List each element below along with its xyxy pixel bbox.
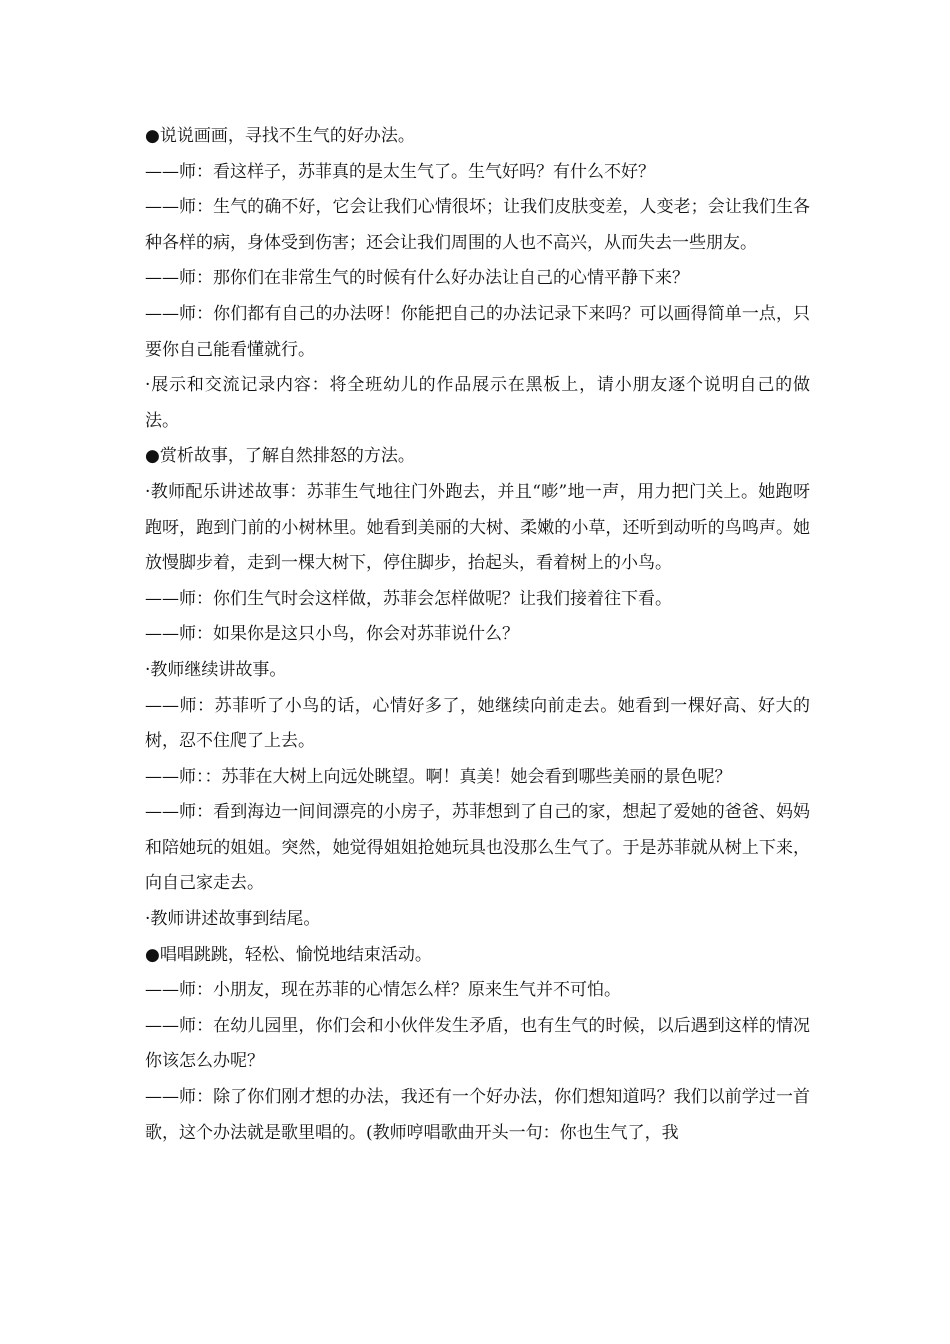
teacher-line: ——师：苏菲听了小鸟的话，心情好多了，她继续向前走去。她看到一棵好高、好大的树，忍不住爬了上去。: [145, 695, 810, 752]
teacher-line: ——师：小朋友，现在苏菲的心情怎么样？原来生气并不可怕。: [145, 980, 621, 1001]
teacher-line: ——师：：苏菲在大树上向远处眺望。啊！真美！她会看到哪些美丽的景色呢？: [145, 766, 732, 787]
section-heading-sing-and-dance: ●唱唱跳跳，轻松、愉悦地结束活动。: [145, 944, 432, 965]
teacher-line: ——师：在幼儿园里，你们会和小伙伴发生矛盾，也有生气的时候，以后遇到这样的情况你该怎么办呢？: [145, 1015, 810, 1072]
section-heading-story: ●赏析故事，了解自然排怒的方法。: [145, 446, 415, 467]
teacher-line: ——师：除了你们刚才想的办法，我还有一个好办法，你们想知道吗？我们以前学过一首歌，这个办法就是歌里唱的。(教师哼唱歌曲开头一句：你也生气了，我: [145, 1087, 810, 1143]
teacher-line: ——师：看到海边一间间漂亮的小房子，苏菲想到了自己的家，想起了爱她的爸爸、妈妈和陪她玩的姐姐。突然，她觉得姐姐抢她玩具也没那么生气了。于是苏菲就从树上下来，向自己家走去。: [145, 802, 810, 894]
teacher-line: ——师：你们生气时会这样做，苏菲会怎样做呢？让我们接着往下看。: [145, 588, 672, 609]
teacher-line: ——师：看这样子，苏菲真的是太生气了。生气好吗？有什么不好？: [145, 161, 655, 182]
teacher-line: ——师：生气的确不好，它会让我们心情很坏；让我们皮肤变差，人变老；会让我们生各种各样的病，身体受到伤害；还会让我们周围的人也不高兴，从而失去一些朋友。: [145, 197, 810, 253]
activity-step: ·教师讲述故事到结尾。: [145, 909, 321, 930]
teacher-line: ——师：那你们在非常生气的时候有什么好办法让自己的心情平静下来？: [145, 268, 689, 289]
section-heading-draw-and-talk: ●说说画画，寻找不生气的好办法。: [145, 126, 415, 146]
activity-step: ·教师配乐讲述故事：苏菲生气地往门外跑去，并且“嘭”地一声，用力把门关上。她跑呀跑呀，跑到门前的小树林里。她看到美丽的大树、柔嫩的小草，还听到动听的鸟鸣声。她放慢脚步着，走到一棵大树下，停住脚步，抬起头，看着树上的小鸟。: [145, 481, 810, 574]
teacher-line: ——师：如果你是这只小鸟，你会对苏菲说什么？: [145, 624, 519, 645]
activity-step: ·教师继续讲故事。: [145, 659, 287, 680]
teacher-line: ——师：你们都有自己的办法呀！你能把自己的办法记录下来吗？可以画得简单一点，只要你自己能看懂就行。: [145, 303, 810, 360]
document-body: [145, 119, 810, 1151]
activity-step: ·展示和交流记录内容：将全班幼儿的作品展示在黑板上，请小朋友逐个说明自己的做法。: [145, 375, 810, 431]
